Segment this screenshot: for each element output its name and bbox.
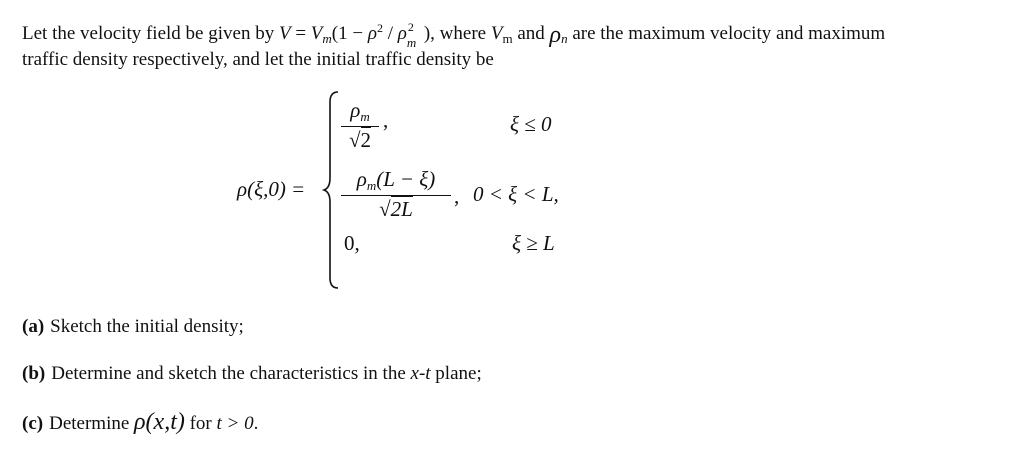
part-a-text: Sketch the initial density; [50, 316, 244, 337]
case1-comma: , [383, 108, 389, 132]
case2-radicand: 2L [390, 197, 413, 221]
case2-comma: , [454, 184, 460, 208]
vm2-subscript: m [502, 31, 513, 46]
part-a [22, 316, 244, 338]
equation-lhs: ρ(ξ,0) = [237, 177, 306, 201]
left-brace [322, 90, 342, 290]
part-b-x: x [410, 363, 419, 384]
part-c-condition: t > 0 [216, 413, 254, 434]
rho-square: 2 [376, 21, 383, 35]
part-c [22, 409, 258, 436]
part-b-text-2: plane; [430, 363, 482, 384]
intro-text-b: are the maximum velocity and maximum [567, 23, 886, 44]
case2-numerator [341, 167, 451, 196]
case1-condition: ξ ≤ 0 [510, 112, 552, 136]
equals-sign: = [290, 23, 311, 44]
vm-symbol: V [310, 23, 323, 44]
part-c-rho: ρ(x,t) [134, 409, 185, 435]
part-c-label: (c) [22, 413, 44, 434]
part-b-label: (b) [22, 363, 46, 384]
velocity-symbol: V [278, 23, 291, 44]
case2-denominator [341, 196, 451, 222]
part-a-label: (a) [22, 316, 45, 337]
vm2-symbol: V [490, 23, 503, 44]
case3-condition: ξ ≥ L [512, 231, 555, 255]
rho-m-symbol: ρ [397, 23, 407, 44]
case1-radicand: 2 [360, 128, 372, 152]
paren-close: ), where [423, 23, 491, 44]
intro-line-2: traffic density respectively, and let the initial traffic density be [22, 49, 494, 70]
part-c-end: . [253, 413, 259, 434]
rho-n-symbol: ρ [549, 22, 562, 48]
vm-subscript: m [322, 31, 332, 46]
case2-rho: ρ [356, 167, 367, 191]
part-b-text-1: Determine and sketch the characteristics in the [51, 363, 411, 384]
case1-denominator [341, 127, 379, 153]
case1-rho-sub: m [360, 109, 370, 124]
sqrt-symbol: √ [348, 128, 361, 152]
intro-line-1 [22, 16, 885, 51]
case2-fraction [341, 167, 451, 222]
case1-rho: ρ [350, 98, 361, 122]
part-b-dash: - [418, 363, 426, 384]
slash: / [382, 23, 398, 44]
rho-symbol: ρ [367, 23, 377, 44]
and-text: and [512, 23, 550, 44]
rho-n-subscript: n [561, 31, 568, 46]
part-b-t: t [425, 363, 431, 384]
rho-m-script [406, 20, 424, 50]
case2-condition: 0 < ξ < L, [473, 182, 559, 206]
paren-open: (1 − [331, 23, 368, 44]
case1-numerator [341, 98, 379, 127]
part-b [22, 363, 482, 385]
case1-fraction [341, 98, 379, 153]
piecewise-equation [0, 90, 1009, 290]
part-c-text: Determine [49, 413, 135, 434]
intro-text-a: Let the velocity field be given by [22, 23, 279, 44]
rho-m-subscript: m [406, 35, 417, 50]
part-c-for: for [184, 413, 217, 434]
rho-m-square: 2 [407, 20, 414, 34]
case2-rho-sub: m [366, 178, 377, 193]
sqrt-symbol: √ [379, 197, 391, 221]
case2-numerator-rest: (L − ξ) [376, 167, 436, 191]
case3-value: 0, [344, 231, 360, 255]
